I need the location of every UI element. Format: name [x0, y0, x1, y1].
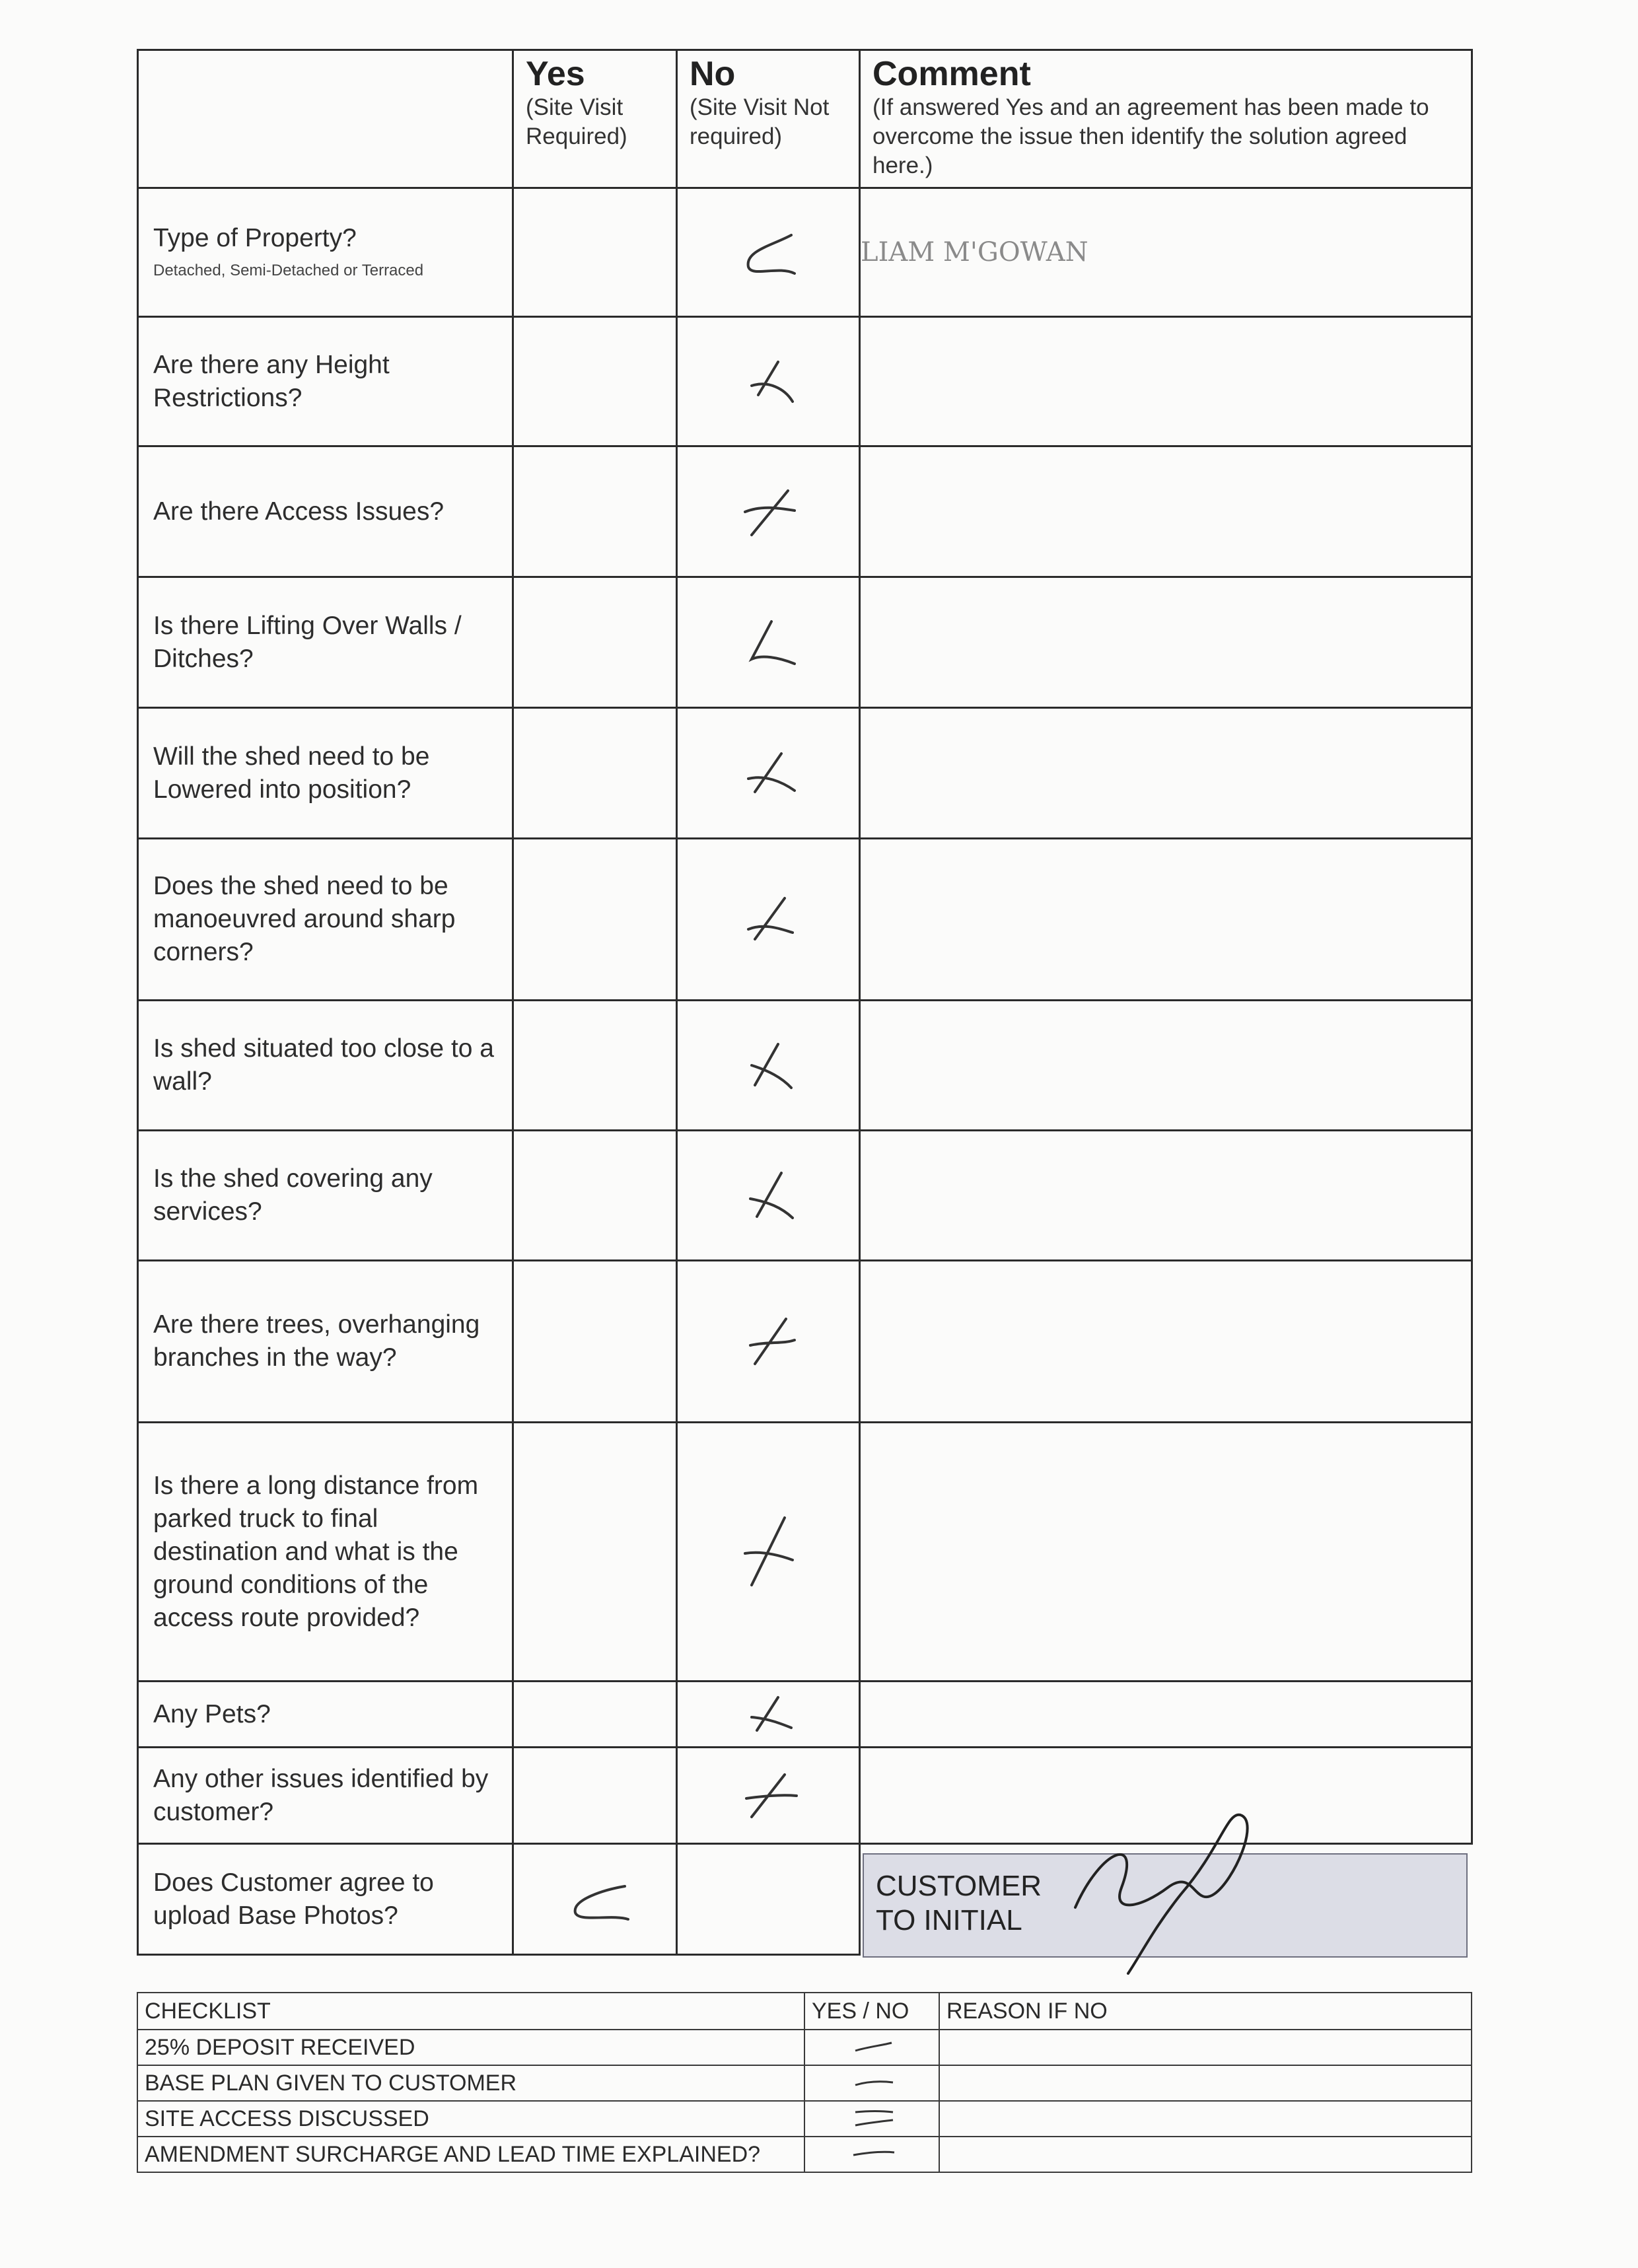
- checklist-header: CHECKLIST: [137, 1993, 804, 2030]
- yes-title: Yes: [526, 55, 585, 93]
- table-row: [138, 577, 1472, 708]
- no-cell[interactable]: [677, 708, 860, 839]
- question-text: Type of Property?: [153, 224, 357, 252]
- dash-mark-icon: [845, 2106, 898, 2132]
- customer-initial-label: CUSTOMER TO INITIAL: [876, 1870, 1042, 1936]
- no-cell[interactable]: [677, 317, 860, 446]
- comment-cell[interactable]: LIAM M'GOWAN: [860, 188, 1472, 317]
- question-cell: Is shed situated too close to a wall?: [138, 1001, 513, 1131]
- no-cell[interactable]: [677, 577, 860, 708]
- header-row: [138, 50, 1472, 188]
- handwritten-tick-icon: [732, 616, 804, 669]
- table-row: [138, 188, 1472, 317]
- table-row: [138, 839, 1472, 1001]
- no-cell[interactable]: [677, 1423, 860, 1682]
- handwritten-tick-icon: [732, 1169, 804, 1222]
- no-header: [677, 50, 860, 188]
- table-row: [138, 446, 1472, 577]
- reason-cell[interactable]: [939, 2101, 1472, 2137]
- checklist-header-row: [137, 1993, 1472, 2030]
- question-cell: Any other issues identified by customer?: [138, 1748, 513, 1844]
- survey-table: [137, 49, 1473, 1956]
- yes-cell[interactable]: [513, 1001, 677, 1131]
- reason-cell[interactable]: [939, 2030, 1472, 2065]
- checklist-item: BASE PLAN GIVEN TO CUSTOMER: [137, 2065, 804, 2101]
- no-cell[interactable]: [677, 1261, 860, 1423]
- reason-cell[interactable]: [939, 2065, 1472, 2101]
- yes-cell[interactable]: [513, 317, 677, 446]
- comment-subtitle: (If answered Yes and an agreement has been made to overcome the issue then identify the solution agreed here.): [872, 94, 1429, 178]
- yes-cell[interactable]: [513, 1682, 677, 1748]
- reason-header: REASON IF NO: [939, 1993, 1472, 2030]
- no-title: No: [690, 55, 736, 93]
- no-cell[interactable]: [677, 1131, 860, 1261]
- checklist-table: [137, 1992, 1472, 2173]
- yes-header: [513, 50, 677, 188]
- table-row: [138, 1001, 1472, 1131]
- no-cell[interactable]: [677, 1844, 860, 1955]
- comment-title: Comment: [872, 55, 1031, 93]
- yes-no-cell[interactable]: [804, 2065, 939, 2101]
- no-cell[interactable]: [677, 1748, 860, 1844]
- question-cell: Will the shed need to be Lowered into position?: [138, 708, 513, 839]
- handwritten-tick-icon: [732, 355, 804, 408]
- yes-cell[interactable]: [513, 839, 677, 1001]
- table-row: [138, 1682, 1472, 1748]
- no-subtitle: (Site Visit Not required): [690, 94, 830, 149]
- question-cell: Does Customer agree to upload Base Photos?: [138, 1844, 513, 1955]
- comment-cell[interactable]: [860, 317, 1472, 446]
- handwritten-tick-icon: [732, 1315, 804, 1368]
- handwritten-tick-icon: [732, 1769, 804, 1822]
- question-cell: Any Pets?: [138, 1682, 513, 1748]
- handwritten-tick-icon: [732, 747, 804, 800]
- header-blank-cell: [138, 50, 513, 188]
- no-cell[interactable]: [677, 839, 860, 1001]
- comment-cell[interactable]: [860, 446, 1472, 577]
- handwritten-tick-icon: [552, 1873, 638, 1926]
- yes-cell[interactable]: [513, 1748, 677, 1844]
- comment-cell[interactable]: [860, 1131, 1472, 1261]
- yes-cell[interactable]: [513, 446, 677, 577]
- yes-no-header: YES / NO: [804, 1993, 939, 2030]
- yes-cell[interactable]: [513, 708, 677, 839]
- comment-cell[interactable]: [860, 1682, 1472, 1748]
- question-cell: Are there Access Issues?: [138, 446, 513, 577]
- question-cell: Is there a long distance from parked truck to final destination and what is the ground conditions of the access route provided?: [138, 1423, 513, 1682]
- comment-cell[interactable]: [860, 839, 1472, 1001]
- question-cell: Are there trees, overhanging branches in the way?: [138, 1261, 513, 1423]
- yes-cell[interactable]: [513, 188, 677, 317]
- checklist-row: [137, 2030, 1472, 2065]
- checklist-row: [137, 2137, 1472, 2172]
- comment-cell[interactable]: [860, 577, 1472, 708]
- yes-subtitle: (Site Visit Required): [526, 94, 627, 149]
- table-row: [138, 1261, 1472, 1423]
- question-cell: Is the shed covering any services?: [138, 1131, 513, 1261]
- yes-cell[interactable]: [513, 1261, 677, 1423]
- table-row: [138, 1748, 1472, 1844]
- checklist-item: AMENDMENT SURCHARGE AND LEAD TIME EXPLAINED?: [137, 2137, 804, 2172]
- handwritten-tick-icon: [732, 1512, 804, 1592]
- checklist-item: SITE ACCESS DISCUSSED: [137, 2101, 804, 2137]
- checklist-row: [137, 2065, 1472, 2101]
- question-note: Detached, Semi-Detached or Terraced: [153, 262, 424, 279]
- yes-no-cell[interactable]: [804, 2030, 939, 2065]
- yes-cell[interactable]: [513, 577, 677, 708]
- comment-cell[interactable]: [860, 708, 1472, 839]
- reason-cell[interactable]: [939, 2137, 1472, 2172]
- yes-cell[interactable]: [513, 1423, 677, 1682]
- comment-cell[interactable]: [860, 1261, 1472, 1423]
- handwritten-tick-icon: [732, 1695, 804, 1734]
- handwritten-tick-icon: [732, 893, 804, 946]
- customer-initial-box[interactable]: [863, 1853, 1468, 1958]
- handwritten-tick-icon: [732, 1039, 804, 1092]
- no-cell[interactable]: [677, 446, 860, 577]
- comment-cell[interactable]: [860, 1001, 1472, 1131]
- checklist-row: [137, 2101, 1472, 2137]
- initials-signature-icon: [1062, 1808, 1260, 1980]
- yes-no-cell[interactable]: [804, 2137, 939, 2172]
- dash-mark-icon: [845, 2038, 898, 2057]
- comment-header: [860, 50, 1472, 188]
- yes-cell[interactable]: [513, 1844, 677, 1955]
- dash-mark-icon: [845, 2073, 898, 2093]
- no-cell[interactable]: [677, 1682, 860, 1748]
- table-row: [138, 1131, 1472, 1261]
- handwritten-tick-icon: [732, 226, 804, 279]
- no-cell[interactable]: [677, 1001, 860, 1131]
- question-cell: Does the shed need to be manoeuvred around sharp corners?: [138, 839, 513, 1001]
- yes-cell[interactable]: [513, 1131, 677, 1261]
- question-cell: Is there Lifting Over Walls / Ditches?: [138, 577, 513, 708]
- question-cell: Are there any Height Restrictions?: [138, 317, 513, 446]
- checklist-item: 25% DEPOSIT RECEIVED: [137, 2030, 804, 2065]
- yes-no-cell[interactable]: [804, 2101, 939, 2137]
- comment-cell[interactable]: [860, 1423, 1472, 1682]
- table-row: [138, 317, 1472, 446]
- handwritten-tick-icon: [732, 485, 804, 538]
- question-cell: [138, 188, 513, 317]
- table-row: [138, 708, 1472, 839]
- no-cell[interactable]: [677, 188, 860, 317]
- dash-mark-icon: [845, 2144, 898, 2164]
- table-row: [138, 1423, 1472, 1682]
